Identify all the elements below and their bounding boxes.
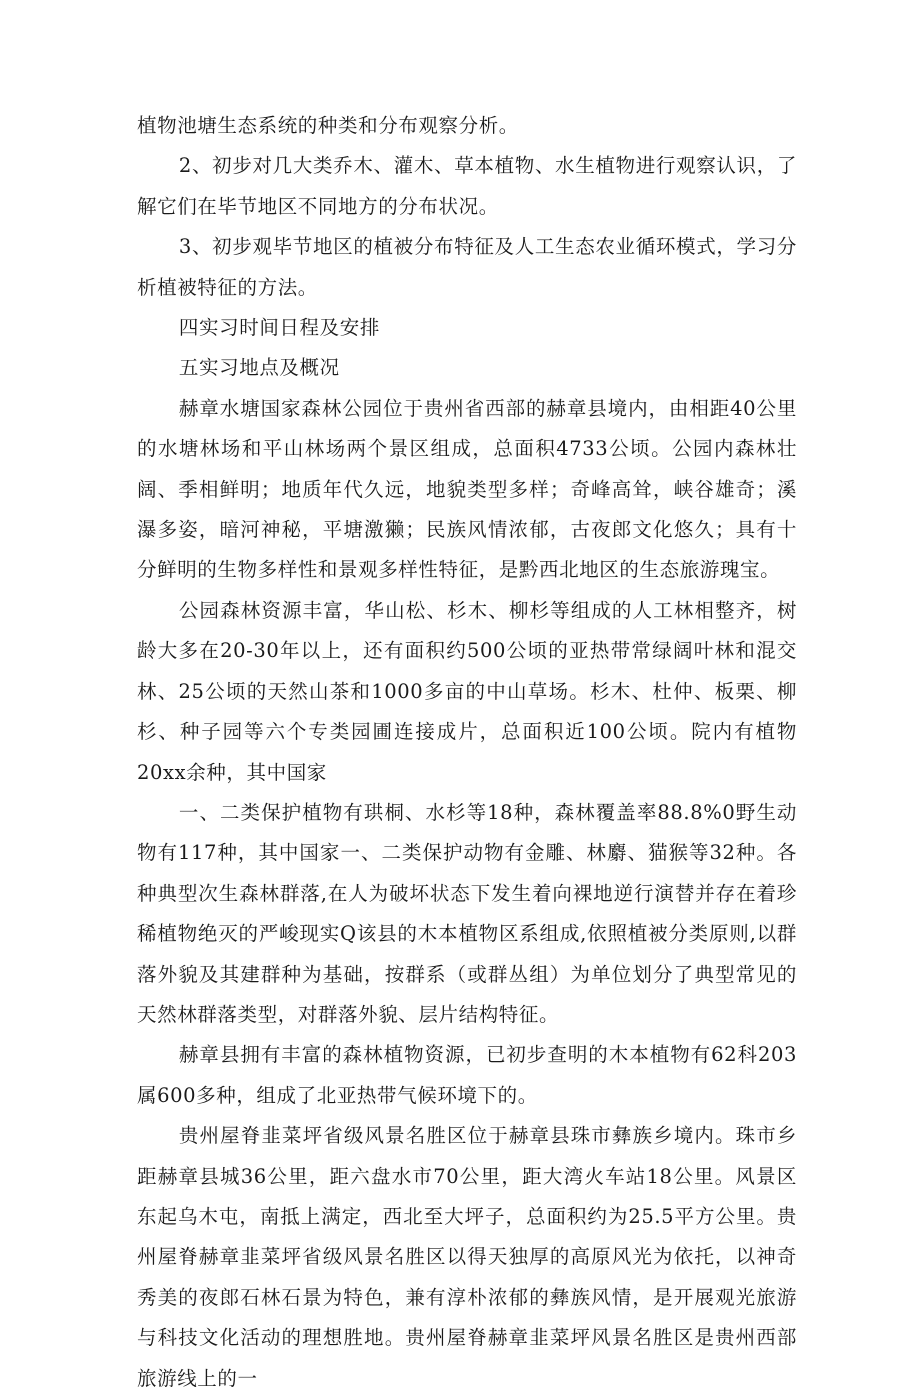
paragraph-objective-3: 3、初步观毕节地区的植被分布特征及人工生态农业循环模式，学习分析植被特征的方法。 [137,235,797,299]
document-body [137,106,797,1399]
paragraph-forest-resources: 公园森林资源丰富，华山松、杉木、柳杉等组成的人工林相整齐，树龄大多在20-30年以上，还有面积约500公顷的亚热带常绿阔叶林和混交林、25公顷的天然山茶和1000多亩的中山草场。杉木、杜仲、板栗、柳杉、种子园等六个专类园圃连接成片，总面积近100公顷。院内有植物20xx余种，其中国家 [137,598,797,784]
paragraph-protected-species: 一、二类保护植物有珙桐、水杉等18种，森林覆盖率88.8%0野生动物有117种，其中国家一、二类保护动物有金雕、林麝、猫猴等32种。各种典型次生森林群落,在人为破坏状态下发生着向裸地逆行演替并存在着珍稀植物绝灭的严峻现实Q该县的木本植物区系组成,依照植被分类原则,以群落外貌及其建群种为基础，按群系（或群丛组）为单位划分了典型常见的天然林群落类型，对群落外貌、层片结构特征。 [137,800,797,1026]
paragraph-objective-2: 2、初步对几大类乔木、灌木、草本植物、水生植物进行观察认识，了解它们在毕节地区不同地方的分布状况。 [137,154,797,218]
section-heading-schedule: 四实习时间日程及安排 [178,316,380,340]
paragraph-jiucaiping: 贵州屋脊韭菜坪省级风景名胜区位于赫章县珠市彝族乡境内。珠市乡距赫章县城36公里，距六盘水市70公里，距大湾火车站18公里。风景区东起乌木屯，南抵上满定，西北至大坪子，总面积约为25.5平方公里。贵州屋脊赫章韭菜坪省级风景名胜区以得天独厚的高原风光为依托，以神奇秀美的夜郎石林石景为特色，兼有淳朴浓郁的彝族风情，是开展观光旅游与科技文化活动的理想胜地。贵州屋脊赫章韭菜坪风景名胜区是贵州西部旅游线上的一 [137,1124,797,1390]
paragraph-woody-plants: 赫章县拥有丰富的森林植物资源，已初步查明的木本植物有62科203属600多种，组成了北亚热带气候环境下的。 [137,1043,797,1107]
section-heading-location: 五实习地点及概况 [178,356,340,380]
paragraph-continuation: 植物池塘生态系统的种类和分布观察分析。 [137,114,519,137]
paragraph-park-overview: 赫章水塘国家森林公园位于贵州省西部的赫章县境内，由相距40公里的水塘林场和平山林场两个景区组成，总面积4733公顷。公园内森林壮阔、季相鲜明；地质年代久远，地貌类型多样；奇峰高耸，峡谷雄奇；溪瀑多姿，暗河神秘，平塘激獭；民族风情浓郁，古夜郎文化悠久；具有十分鲜明的生物多样性和景观多样性特征，是黔西北地区的生态旅游瑰宝。 [137,396,797,582]
